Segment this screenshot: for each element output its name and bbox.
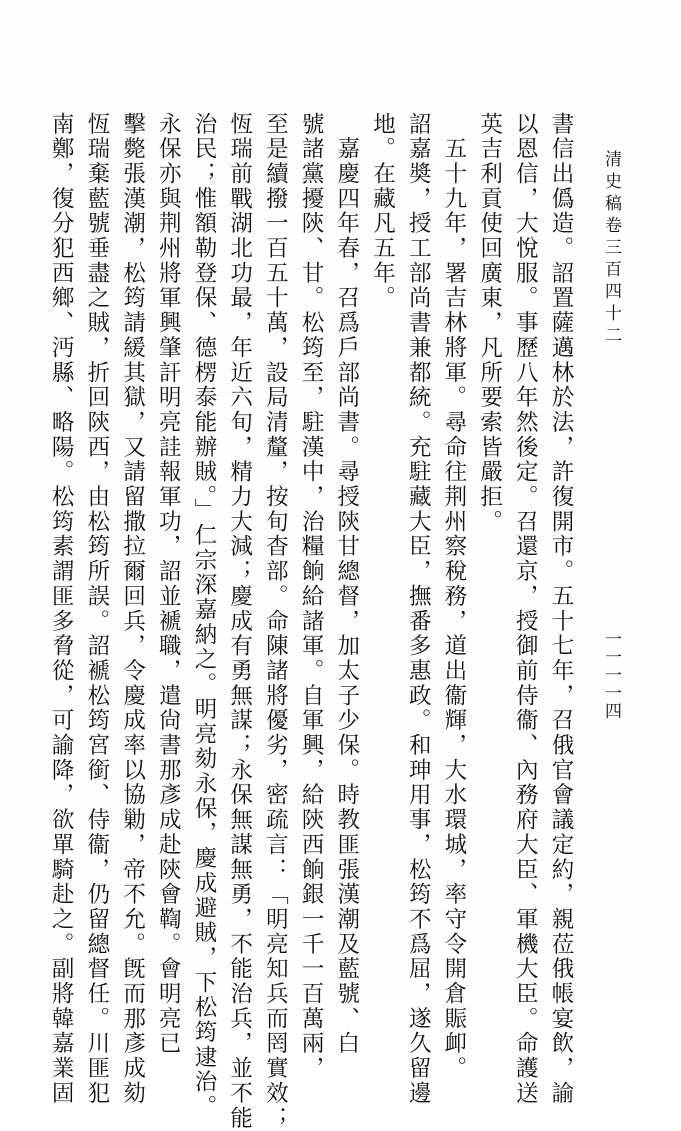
text-column: 南鄭，復分犯西鄉、沔縣、略陽。松筠素謂匪多脅從，可諭降，欲單騎赴之。副將韓嘉業固 [48,112,75,1106]
text-column: 擊斃張漢潮，松筠請緩其獄，又請留撒拉爾回兵，令慶成率以協勦，帝不允。旣而那彥成劾 [119,112,146,1106]
text-column: 嘉慶四年春，召爲戶部尚書。尋授陝甘總督，加太子少保。時教匪張漢潮及藍號、白 [333,112,360,1057]
text-column: 五十九年，署吉林將軍。尋命往荆州察稅務，道出衞輝，大水環城，率守令開倉賑卹。 [440,112,467,1082]
text-column: 以恩信，大悅服。事歷八年然後定。召還京，授御前侍衞、內務府大臣、軍機大臣。命護送 [512,112,539,1106]
text-column: 書信出僞造。詔置薩邁林於法，許復開市。五十七年，召俄官會議定約，親莅俄帳宴飲，諭 [548,112,574,1106]
main-text-body [48,112,578,1131]
text-column: 地。在藏凡五年。 [369,112,396,311]
running-title: 清史稿卷三百四十二 [601,150,621,348]
text-column: 號諸黨擾陝、甘。松筠至，駐漢中，治糧餉給諸軍。自軍興，給陝西餉銀一千一百萬兩， [298,112,325,1082]
text-column: 恆瑞前戰湖北功最，年近六旬，精力大減；慶成有勇無謀；永保無謀無勇，不能治兵，並不能 [226,112,253,1131]
text-column: 永保亦與荆州將軍興肇訐明亮詿報軍功，詔並褫職，遣尙書那彥成赴陝會鞫。會明亮已 [155,112,182,1057]
text-column: 恆瑞棄藍號垂盡之賊，折回陝西，由松筠所誤。詔褫松筠宮銜、侍衞，仍留總督任。川匪犯 [83,112,110,1106]
page-number: 一一一一四 [601,630,621,720]
text-column: 英吉利貢使回廣東，凡所要索皆嚴拒。 [476,112,503,535]
text-column: 詔嘉奬，授工部尚書兼都統。充駐藏大臣，撫番多惠政。和珅用事，松筠不爲屈，遂久留邊 [405,112,432,1106]
text-column: 至是續撥一百五十萬，設局清釐，按旬杳部。命陳諸將優劣，密疏言：「明亮知兵而罔實效； [262,112,289,1131]
text-column: 治民；惟額勒登保、德楞泰能辦賊。」仁宗深嘉納之。明亮劾永保，慶成避賊，下松筠逮治。 [190,112,217,1120]
